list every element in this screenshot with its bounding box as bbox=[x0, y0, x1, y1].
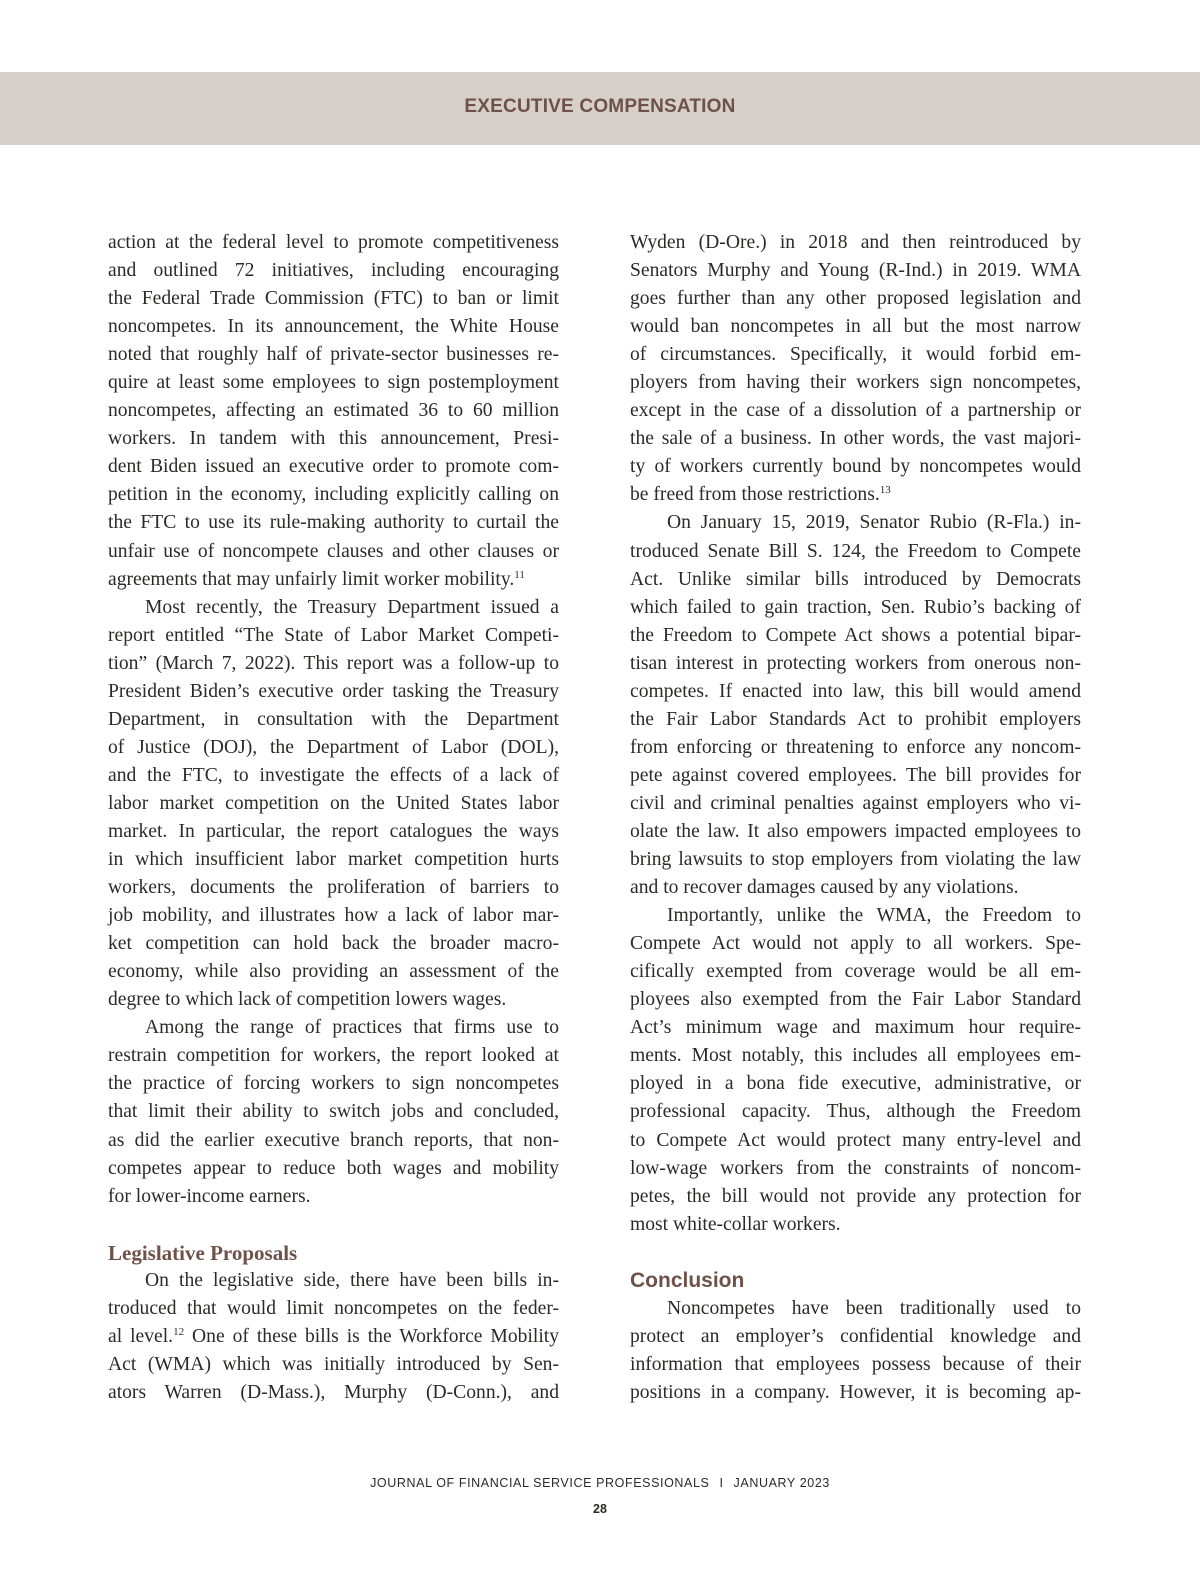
text-line bbox=[108, 1323, 559, 1351]
text-line: cifically exempted from coverage would be all em- bbox=[630, 961, 1081, 983]
text-line: report entitled “The State of Labor Market Competi- bbox=[108, 624, 559, 646]
text-line: competes appear to reduce both wages and mobility bbox=[108, 1157, 559, 1179]
text-line: noncompetes, affecting an estimated 36 to 60 million bbox=[108, 400, 559, 422]
text-line: that limit their ability to switch jobs and concluded, bbox=[108, 1101, 559, 1123]
text-line: ators Warren (D-Mass.), Murphy (D-Conn.), and bbox=[108, 1381, 559, 1403]
text-line: President Biden’s executive order tasking the Treasury bbox=[108, 680, 559, 702]
text-line: dent Biden issued an executive order to promote com- bbox=[108, 456, 559, 478]
paragraph bbox=[108, 1267, 559, 1407]
text-line: troduced Senate Bill S. 124, the Freedom to Compete bbox=[630, 540, 1081, 562]
text-line: ty of workers currently bound by noncompetes would bbox=[630, 456, 1081, 478]
text-line: the Federal Trade Commission (FTC) to ban or limit bbox=[108, 288, 559, 310]
text-line: professional capacity. Thus, although the Freedom bbox=[630, 1101, 1081, 1123]
text-line: of circumstances. Specifically, it would forbid em- bbox=[630, 344, 1081, 366]
text-line: olate the law. It also empowers impacted employees to bbox=[630, 820, 1081, 842]
left-column bbox=[108, 229, 559, 1407]
text-line: low-wage workers from the constraints of noncom- bbox=[630, 1157, 1081, 1179]
page-number: 28 bbox=[593, 1502, 607, 1516]
text-line: tion” (March 7, 2022). This report was a follow-up to bbox=[108, 652, 559, 674]
footnote-ref: 12 bbox=[173, 1325, 185, 1338]
running-footer bbox=[0, 1476, 1200, 1490]
footnote-ref: 11 bbox=[514, 568, 525, 581]
footer-separator: I bbox=[719, 1476, 724, 1490]
text-line: of Justice (DOJ), the Department of Labor (DOL), bbox=[108, 736, 559, 758]
text-line: the FTC to use its rule-making authority to curtail the bbox=[108, 512, 559, 534]
text-line: market. In particular, the report catalogues the ways bbox=[108, 820, 559, 842]
text-line: positions in a company. However, it is becoming ap- bbox=[630, 1381, 1081, 1403]
text-line: workers. In tandem with this announcement, Presi- bbox=[108, 428, 559, 450]
text-line: ments. Most notably, this includes all employees em- bbox=[630, 1045, 1081, 1067]
text-fragment: be freed from those restrictions. bbox=[630, 484, 880, 506]
footnote-ref: 13 bbox=[879, 484, 891, 497]
text-line: degree to which lack of competition lowers wages. bbox=[108, 989, 507, 1011]
issue-date: JANUARY 2023 bbox=[733, 1476, 830, 1490]
text-line: Department, in consultation with the Department bbox=[108, 708, 559, 730]
paragraph bbox=[630, 509, 1081, 902]
text-line: On the legislative side, there have been bills in- bbox=[145, 1269, 559, 1291]
text-line bbox=[108, 566, 559, 594]
text-line: for lower-income earners. bbox=[108, 1185, 311, 1207]
text-line: tisan interest in protecting workers from onerous non- bbox=[630, 652, 1081, 674]
text-fragment: agreements that may unfairly limit worker mobility. bbox=[108, 568, 515, 590]
paragraph bbox=[108, 594, 559, 1015]
text-line: Senators Murphy and Young (R-Ind.) in 2019. WMA bbox=[630, 260, 1081, 282]
text-line: Act’s minimum wage and maximum hour require- bbox=[630, 1017, 1081, 1039]
text-line: pete against covered employees. The bill provides for bbox=[630, 764, 1081, 786]
text-line: protect an employer’s confidential knowledge and bbox=[630, 1325, 1081, 1347]
text-line: civil and criminal penalties against employers who vi- bbox=[630, 792, 1081, 814]
text-fragment: al level. bbox=[108, 1325, 174, 1347]
text-line: On January 15, 2019, Senator Rubio (R-Fla.) in- bbox=[667, 512, 1081, 534]
text-line: competes. If enacted into law, this bill would amend bbox=[630, 680, 1081, 702]
text-line: troduced that would limit noncompetes on the feder- bbox=[108, 1297, 559, 1319]
text-line: petition in the economy, including explicitly calling on bbox=[108, 484, 559, 506]
text-line: Act (WMA) which was initially introduced by Sen- bbox=[108, 1353, 559, 1375]
text-line: to Compete Act would protect many entry-level and bbox=[630, 1129, 1081, 1151]
text-line: information that employees possess because of their bbox=[630, 1353, 1081, 1375]
text-line: the sale of a business. In other words, the vast majori- bbox=[630, 428, 1081, 450]
text-line: action at the federal level to promote competitiveness bbox=[108, 232, 559, 253]
text-line: ket competition can hold back the broader macro- bbox=[108, 933, 559, 955]
paragraph bbox=[630, 229, 1081, 509]
text-line: Most recently, the Treasury Department issued a bbox=[145, 596, 559, 618]
text-line: in which insufficient labor market competition hurts bbox=[108, 849, 559, 871]
text-line: restrain competition for workers, the report looked at bbox=[108, 1045, 559, 1067]
text-line: noted that roughly half of private-sector businesses re- bbox=[108, 344, 559, 366]
text-fragment: One of these bills is the Workforce Mobility bbox=[184, 1325, 560, 1347]
heading-conclusion: Conclusion bbox=[630, 1268, 745, 1292]
text-line: Act. Unlike similar bills introduced by Democrats bbox=[630, 568, 1081, 590]
text-line: and outlined 72 initiatives, including encouraging bbox=[108, 260, 559, 282]
text-line: goes further than any other proposed legislation and bbox=[630, 288, 1081, 310]
text-line: labor market competition on the United States labor bbox=[108, 792, 559, 814]
text-line: and the FTC, to investigate the effects of a lack of bbox=[108, 764, 559, 786]
text-line: job mobility, and illustrates how a lack of labor mar- bbox=[108, 905, 559, 927]
text-line: which failed to gain traction, Sen. Rubio’s backing of bbox=[630, 596, 1081, 618]
text-line: most white-collar workers. bbox=[630, 1213, 841, 1235]
paragraph bbox=[630, 902, 1081, 1239]
text-line: the Freedom to Compete Act shows a potential bipar- bbox=[630, 624, 1081, 646]
text-line: economy, while also providing an assessment of the bbox=[108, 961, 559, 983]
text-line: ployers from having their workers sign noncompetes, bbox=[630, 372, 1081, 394]
right-column bbox=[630, 229, 1081, 1407]
text-line: would ban noncompetes in all but the most narrow bbox=[630, 316, 1081, 338]
text-line: Noncompetes have been traditionally used to bbox=[667, 1297, 1081, 1319]
paragraph bbox=[108, 1014, 559, 1210]
heading-legislative-proposals: Legislative Proposals bbox=[108, 1240, 298, 1265]
journal-name: JOURNAL OF FINANCIAL SERVICE PROFESSIONALS bbox=[370, 1476, 710, 1490]
paragraph bbox=[630, 1295, 1081, 1407]
paragraph bbox=[108, 229, 559, 594]
text-line: quire at least some employees to sign postemployment bbox=[108, 372, 559, 394]
text-line: Wyden (D-Ore.) in 2018 and then reintroduced by bbox=[630, 232, 1081, 253]
text-line: as did the earlier executive branch reports, that non- bbox=[108, 1129, 559, 1151]
text-line: Compete Act would not apply to all workers. Spe- bbox=[630, 933, 1081, 955]
text-line: Among the range of practices that firms use to bbox=[145, 1017, 559, 1039]
text-line: the practice of forcing workers to sign noncompetes bbox=[108, 1073, 559, 1095]
text-line: and to recover damages caused by any violations. bbox=[630, 877, 1019, 899]
text-line: workers, documents the proliferation of barriers to bbox=[108, 877, 559, 899]
text-line: noncompetes. In its announcement, the White House bbox=[108, 316, 559, 338]
text-line bbox=[630, 481, 1081, 509]
text-line: from enforcing or threatening to enforce any noncom- bbox=[630, 736, 1081, 758]
section-title: EXECUTIVE COMPENSATION bbox=[464, 96, 736, 117]
text-line: except in the case of a dissolution of a partnership or bbox=[630, 400, 1081, 422]
text-line: bring lawsuits to stop employers from violating the law bbox=[630, 849, 1081, 871]
text-line: Importantly, unlike the WMA, the Freedom to bbox=[667, 905, 1081, 927]
text-line: ployed in a bona fide executive, administrative, or bbox=[630, 1073, 1081, 1095]
text-line: ployees also exempted from the Fair Labor Standard bbox=[630, 989, 1081, 1011]
text-line: petes, the bill would not provide any protection for bbox=[630, 1185, 1081, 1207]
text-line: unfair use of noncompete clauses and other clauses or bbox=[108, 540, 559, 562]
text-line: the Fair Labor Standards Act to prohibit employers bbox=[630, 708, 1081, 730]
